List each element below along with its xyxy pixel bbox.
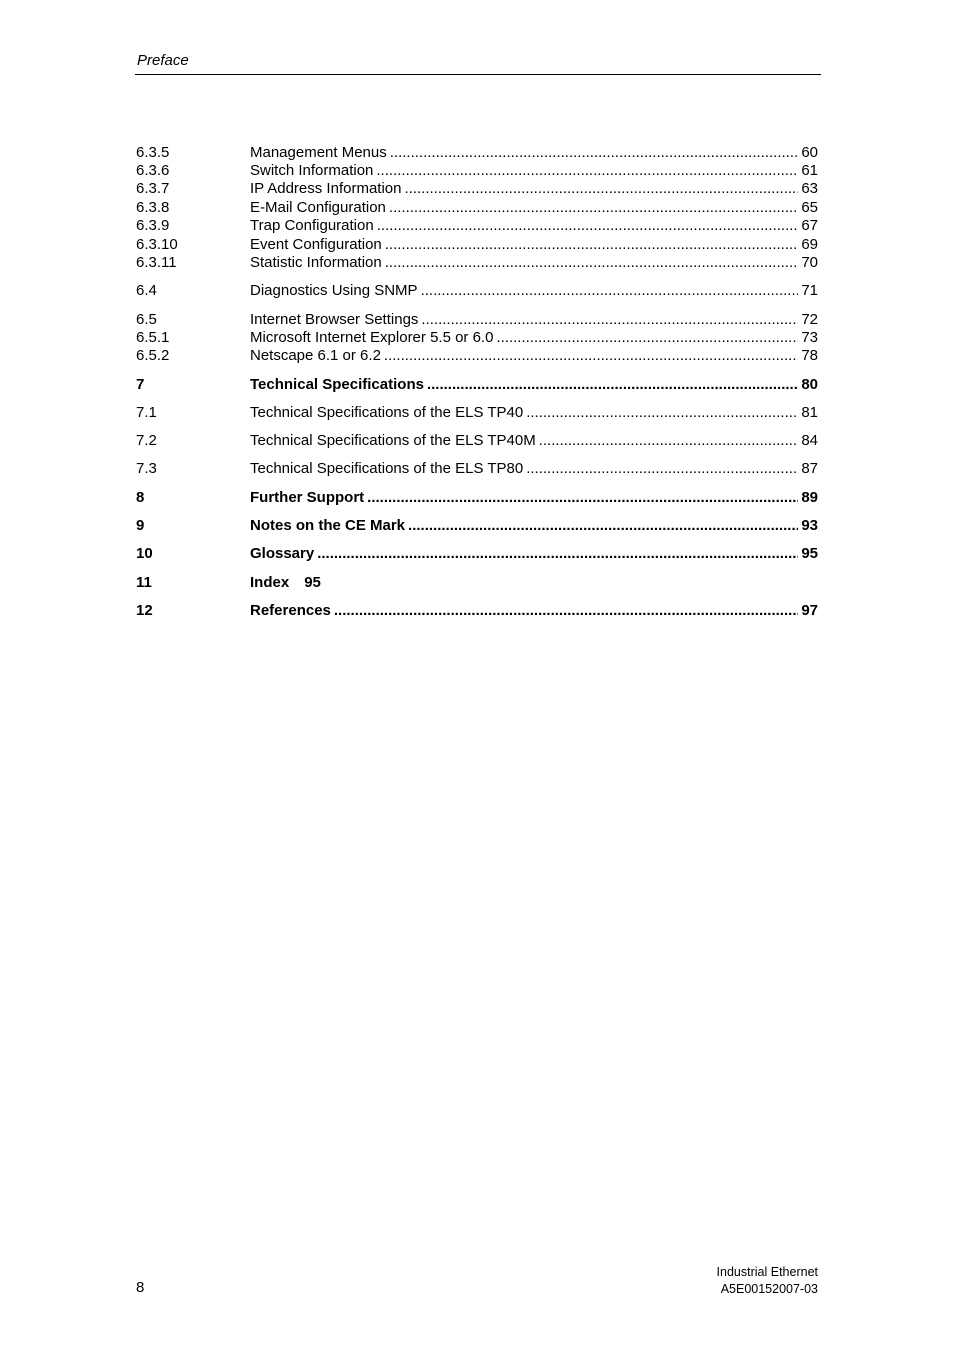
toc-chapter-title: References: [250, 602, 331, 619]
toc-entry-number: 6.5: [136, 311, 157, 328]
toc-chapter-number: 10: [136, 545, 153, 562]
toc-entry[interactable]: [136, 143, 818, 163]
toc-chapter-page: 97: [801, 602, 818, 619]
toc-chapter-page: 80: [801, 376, 818, 393]
toc-entry-page: 65: [801, 199, 818, 216]
toc-entry-number: 6.3.6: [136, 162, 170, 179]
toc-entry[interactable]: [136, 198, 818, 218]
toc-chapter-number: 9: [136, 517, 145, 534]
toc-leader-dots: [539, 431, 799, 451]
toc-chapter[interactable]: [136, 601, 818, 621]
toc-chapter-title: Index: [250, 574, 290, 591]
toc-leader-dots: [367, 488, 798, 508]
toc-chapter[interactable]: [136, 516, 818, 536]
toc-chapter-number: 7: [136, 376, 145, 393]
footer-doc-id: A5E00152007-03: [720, 1282, 818, 1296]
toc-entry[interactable]: [136, 310, 818, 330]
toc-entry[interactable]: [136, 459, 818, 479]
toc-entry-page: 61: [801, 162, 818, 179]
toc-leader-dots: [526, 459, 798, 479]
toc-entry-page: 78: [801, 347, 818, 364]
toc-leader-dots: [389, 198, 798, 218]
toc-entry-number: 6.3.8: [136, 199, 170, 216]
toc-entry[interactable]: [136, 253, 818, 273]
toc-entry-page: 81: [801, 404, 818, 421]
toc-entry-page: 69: [801, 236, 818, 253]
toc-chapter[interactable]: [136, 573, 818, 593]
toc-leader-dots: [385, 253, 799, 273]
toc-entry-number: 6.3.10: [136, 236, 178, 253]
toc-chapter[interactable]: [136, 544, 818, 564]
toc-entry-title: Technical Specifications of the ELS TP80: [250, 460, 524, 477]
toc-entry-title: IP Address Information: [250, 180, 402, 197]
toc-entry-title: Event Configuration: [250, 236, 382, 253]
toc-chapter-number: 12: [136, 602, 153, 619]
footer-document-info: [717, 1264, 818, 1298]
toc-leader-dots: [376, 161, 798, 181]
toc-entry-title: Microsoft Internet Explorer 5.5 or 6.0: [250, 329, 494, 346]
toc-chapter-title: Glossary: [250, 545, 315, 562]
toc-entry-number: 6.3.7: [136, 180, 170, 197]
toc-entry-number: 6.3.9: [136, 217, 170, 234]
toc-entry[interactable]: [136, 216, 818, 236]
toc-chapter-title: Technical Specifications: [250, 376, 424, 393]
toc-entry-number: 6.5.2: [136, 347, 170, 364]
toc-entry-title: Trap Configuration: [250, 217, 374, 234]
toc-chapter-page: 95: [801, 545, 818, 562]
toc-entry[interactable]: [136, 179, 818, 199]
toc-leader-dots: [404, 179, 798, 199]
toc-chapter-number: 11: [136, 574, 152, 591]
toc-chapter[interactable]: [136, 488, 818, 508]
toc-chapter-page: 93: [801, 517, 818, 534]
toc-entry[interactable]: [136, 403, 818, 423]
footer-product: Industrial Ethernet: [716, 1265, 818, 1279]
toc-entry-number: 6.5.1: [136, 329, 170, 346]
toc-leader-dots: [384, 346, 798, 366]
toc-leader-dots: [421, 310, 798, 330]
toc-entry-title: Internet Browser Settings: [250, 311, 419, 328]
toc-entry-page: 63: [801, 180, 818, 197]
toc-entry-number: 7.2: [136, 432, 157, 449]
toc-entry-number: 6.4: [136, 282, 157, 299]
toc-entry[interactable]: [136, 431, 818, 451]
toc-entry-page: 70: [801, 254, 818, 271]
footer-page-number: 8: [136, 1279, 145, 1296]
toc-entry-title: Technical Specifications of the ELS TP40M: [250, 432, 536, 449]
toc-leader-dots: [427, 375, 798, 395]
toc-leader-dots: [496, 328, 798, 348]
toc-chapter[interactable]: [136, 375, 818, 395]
toc-entry-title: Diagnostics Using SNMP: [250, 282, 418, 299]
toc-entry[interactable]: [136, 346, 818, 366]
toc-entry-page: 67: [801, 217, 818, 234]
toc-entry-page: 87: [801, 460, 818, 477]
toc-entry-title: Statistic Information: [250, 254, 382, 271]
toc-chapter-title: Further Support: [250, 489, 365, 506]
toc-entry[interactable]: [136, 235, 818, 255]
toc-leader-dots: [334, 601, 798, 621]
toc-entry-number: 7.1: [136, 404, 157, 421]
toc-entry-page: 72: [801, 311, 818, 328]
toc-leader-dots: [526, 403, 798, 423]
toc-entry-title: E-Mail Configuration: [250, 199, 386, 216]
toc-entry-title: Technical Specifications of the ELS TP40: [250, 404, 524, 421]
toc-entry-page: 60: [801, 144, 818, 161]
toc-entry-title: Management Menus: [250, 144, 387, 161]
toc-entry[interactable]: [136, 161, 818, 181]
toc-entry-title: Netscape 6.1 or 6.2: [250, 347, 381, 364]
toc-chapter-title: Notes on the CE Mark: [250, 517, 406, 534]
toc-entry-title: Switch Information: [250, 162, 374, 179]
toc-leader-dots: [390, 143, 799, 163]
toc-entry[interactable]: [136, 281, 818, 301]
toc-entry-number: 6.3.5: [136, 144, 170, 161]
toc-chapter-page: 95: [304, 574, 321, 591]
toc-entry-page: 71: [801, 282, 818, 299]
toc-leader-dots: [385, 235, 799, 255]
toc-entry[interactable]: [136, 328, 818, 348]
toc-entry-page: 73: [801, 329, 818, 346]
toc-leader-dots: [421, 281, 799, 301]
toc-entry-number: 7.3: [136, 460, 157, 477]
toc-chapter-number: 8: [136, 489, 145, 506]
toc-leader-dots: [408, 516, 798, 536]
toc-chapter-page: 89: [801, 489, 818, 506]
header-title: Preface: [137, 52, 189, 69]
toc-leader-dots: [377, 216, 799, 236]
toc-entry-number: 6.3.11: [136, 254, 177, 271]
toc-entry-page: 84: [801, 432, 818, 449]
toc-leader-dots: [317, 544, 798, 564]
